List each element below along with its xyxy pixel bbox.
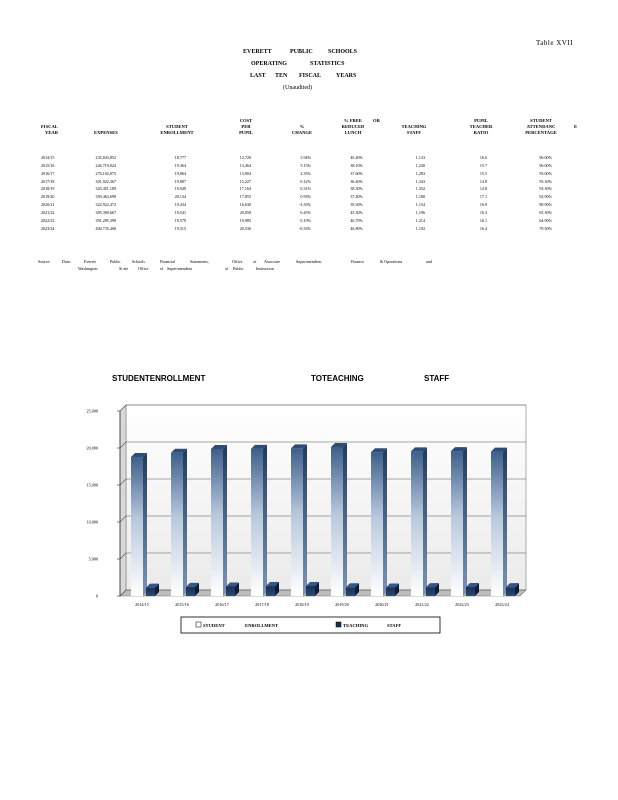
cell-cost: 20,058 [239,209,251,215]
cell-expenses: 343,451,189 [95,186,116,192]
cell-change: 0.93% [300,194,311,200]
cell-attendance: 70.50% [539,225,552,231]
cell-change: 0.45% [300,209,311,215]
cell-enrollment: 20,134 [174,194,186,200]
cell-staff: 1,214 [415,217,425,223]
cell-cost: 19,985 [239,217,251,223]
col-teaching-staff: TEACHING STAFF [401,124,427,136]
x-tick-label: 2018/19 [295,602,309,607]
source-word: Financial [160,259,176,264]
title-word: SCHOOLS [328,49,358,55]
title-word: YEARS [336,73,357,79]
cell-ratio: 15.5 [479,170,487,176]
chart-y-axis [86,409,120,599]
chart-side-wall [120,405,126,596]
cell-expenses: 246,719,024 [95,162,116,168]
bar-student-enrollment [131,453,147,596]
cell-ratio: 16.6 [479,155,487,160]
source-word: of [253,259,257,264]
cell-change: 0.19% [300,217,311,223]
cell-ratio: 16.4 [479,225,487,231]
cell-change: 0.12% [300,178,311,184]
cell-year: 2023/24 [41,225,55,231]
x-tick-label: 2022/23 [455,602,469,607]
cell-enrollment: 19,515 [174,225,186,231]
bar-student-enrollment [251,445,267,596]
source-word: St ate [119,266,129,271]
cell-lunch: 37.40% [350,194,363,200]
unaudited-note: (Unaudited) [283,85,312,91]
cell-cost: 20,536 [239,225,251,231]
cell-change: 0.31% [300,186,311,192]
cell-cost: 17,164 [239,186,251,192]
col-change: % CHANGE [291,124,313,136]
cell-ratio: 17.1 [479,194,487,200]
y-tick-label: 0 [95,593,98,599]
cell-attendance: 64.90% [539,217,552,223]
source-word: Associate [264,259,280,264]
source-word: Public [110,259,121,264]
source-word: Finance [351,259,364,264]
x-tick-label: 2014/15 [135,602,149,607]
bar-teaching-staff [306,582,319,596]
chart-title-part-3: STAFF [424,374,450,383]
x-tick-label: 2017/18 [255,602,269,607]
cell-expenses: 400,735,406 [95,225,116,231]
source-word: of [160,266,164,271]
bar-student-enrollment [171,449,187,596]
title-word: LAST [250,73,266,79]
cell-staff: 1,192 [415,225,425,231]
cell-enrollment: 19,541 [174,209,186,215]
cell-enrollment: 19,887 [174,178,186,184]
cell-expenses: 391,285,399 [95,217,116,223]
cell-year: 2016/17 [41,170,55,176]
cell-staff: 1,283 [415,170,425,176]
cell-ratio: 14.8 [479,186,487,192]
chart-title-part-2: TOTEACHING [311,374,364,383]
cell-year: 2014/15 [41,155,55,160]
title-word: PUBLIC [290,49,313,55]
legend-swatch [196,622,201,627]
cell-change: 2.35% [300,170,311,176]
col-pupil-teacher-ratio: PUPIL TEACHER RATIO [469,117,493,136]
bar-student-enrollment [411,447,427,596]
cell-staff: 1,180 [415,194,425,200]
cell-ratio: 14.8 [479,178,487,184]
title-word: OPERATING [251,61,287,67]
x-tick-label: 2015/16 [175,602,189,607]
cell-year: 2019/20 [41,194,55,200]
y-tick-label: 10,000 [86,519,98,525]
source-word: and [426,259,432,264]
cell-staff: 1,352 [415,186,425,192]
cell-lunch: 40.40% [350,155,363,160]
cell-attendance: 89.90% [539,202,552,208]
col-enrollment: STUDENT ENROLLMENT [160,124,194,136]
source-word: Office [138,266,149,271]
cell-change: 5.15% [300,162,311,168]
legend-label: TEACHING [343,623,369,628]
cell-cost: 12,720 [239,155,251,160]
cell-ratio: 16.9 [479,202,487,208]
bar-student-enrollment [451,447,467,596]
col-lunch-or: OR [373,117,380,123]
col-free-lunch: % FREE REDUCED LUNCH [341,117,365,136]
source-word: of [225,266,229,271]
cell-staff: 1,154 [415,202,425,208]
cell-year: 2015/16 [41,162,55,168]
col-expenses: EXPENSES [94,130,118,136]
cell-lunch: 38.30% [350,186,363,192]
cell-expenses: 235,843,852 [95,155,116,160]
y-tick-label: 5,000 [88,556,98,562]
cell-year: 2020/21 [41,202,55,208]
bar-student-enrollment [291,444,307,596]
cell-attendance: 92.90% [539,194,552,200]
cell-cost: 16,630 [239,202,251,208]
cell-enrollment: 19,579 [174,217,186,223]
col-attendance-e: E [574,124,578,129]
cell-lunch: 46.70% [350,217,363,223]
source-word: Everett [84,259,96,264]
title-word: STATISTICS [310,61,345,67]
cell-attendance: 93.30% [539,178,552,184]
x-tick-label: 2021/22 [415,602,429,607]
cell-expenses: 359,463,699 [95,194,116,200]
bar-student-enrollment [491,448,507,596]
source-word: Public [233,266,244,271]
cell-staff: 1,133 [415,155,425,160]
cell-attendance: 93.00% [539,170,552,176]
source-word: Office [232,259,243,264]
cell-cost: 15,227 [239,178,251,184]
cell-attendance: 93.30% [539,186,552,192]
x-tick-label: 2019/20 [335,602,349,607]
cell-lunch: 46.80% [350,225,363,231]
cell-lunch: 39.30% [350,202,363,208]
cell-enrollment: 18,777 [174,155,186,160]
cell-lunch: 38.10% [350,162,363,168]
chart-title-part-1: STUDENTENROLLMENT [112,374,206,383]
col-attendance: STUDENT ATTENDANC PERCENTAGE [525,117,557,136]
bar-student-enrollment [331,443,347,596]
cell-year: 2018/19 [41,186,55,192]
cell-year: 2021/22 [41,209,55,215]
x-tick-label: 2020/21 [375,602,389,607]
x-tick-label: 2023/24 [495,602,509,607]
cell-year: 2022/23 [41,217,55,223]
cell-lunch: 37.60% [350,170,363,176]
cell-staff: 1,343 [415,178,425,184]
cell-expenses: 385,390,667 [95,209,116,215]
cell-lunch: 45.30% [350,209,363,215]
cell-enrollment: 19,949 [174,186,186,192]
cell-enrollment: 19,864 [174,170,186,176]
source-word: & Operations [380,259,403,264]
cell-ratio: 16.1 [479,217,487,223]
y-tick-label: 20,000 [86,445,98,451]
bar-teaching-staff [266,582,279,596]
col-fiscal-year: FISCAL YEAR [41,124,59,136]
bar-student-enrollment [211,445,227,596]
source-word: Statements, [190,259,209,264]
source-word: Washington [78,266,98,271]
chart-x-axis [135,602,510,607]
y-tick-label: 15,000 [86,482,98,488]
cell-enrollment: 19,434 [174,202,186,208]
cell-staff: 1,196 [415,209,425,215]
cell-change: 3.94% [300,155,311,160]
cell-expenses: 276,102,075 [95,170,116,176]
bar-student-enrollment [371,448,387,596]
cell-expenses: 301,022,367 [95,178,116,184]
cell-attendance: 65.30% [539,209,552,215]
title-word: TEN [275,73,288,79]
cell-staff: 1,230 [415,162,425,168]
source-word: Instruction [256,266,274,271]
cell-change: -3.35% [299,202,311,208]
cell-lunch: 36.40% [350,178,363,184]
source-word: Superintendent [167,266,192,271]
legend-swatch [336,622,341,627]
x-tick-label: 2016/17 [215,602,229,607]
col-cost-per-pupil: COST PER PUPIL [239,117,253,136]
source-word: Schools [132,259,145,264]
table-label: Table XVII [536,39,573,47]
cell-ratio: 15.7 [479,162,487,168]
chart-legend [181,617,440,633]
cell-enrollment: 19,364 [174,162,186,168]
legend-label: STUDENT [203,623,225,628]
source-word: Data: [62,259,71,264]
y-tick-label: 25,000 [86,408,98,414]
legend-label: STAFF [387,623,402,628]
cell-change: -0.33% [299,225,311,231]
cell-ratio: 16.3 [479,209,487,215]
cell-year: 2017/18 [41,178,55,184]
cell-attendance: 96.00% [539,155,552,160]
source-word: Source: [38,259,51,264]
cell-cost: 13,464 [239,162,251,168]
cell-cost: 13,904 [239,170,251,176]
source-word: Superintendent, [296,259,322,264]
cell-expenses: 322,922,472 [95,202,116,208]
cell-attendance: 96.00% [539,162,552,168]
title-word: EVERETT [243,49,272,55]
title-word: FISCAL [299,73,322,79]
legend-label: ENROLLMENT [245,623,279,628]
cell-cost: 17,855 [239,194,251,200]
